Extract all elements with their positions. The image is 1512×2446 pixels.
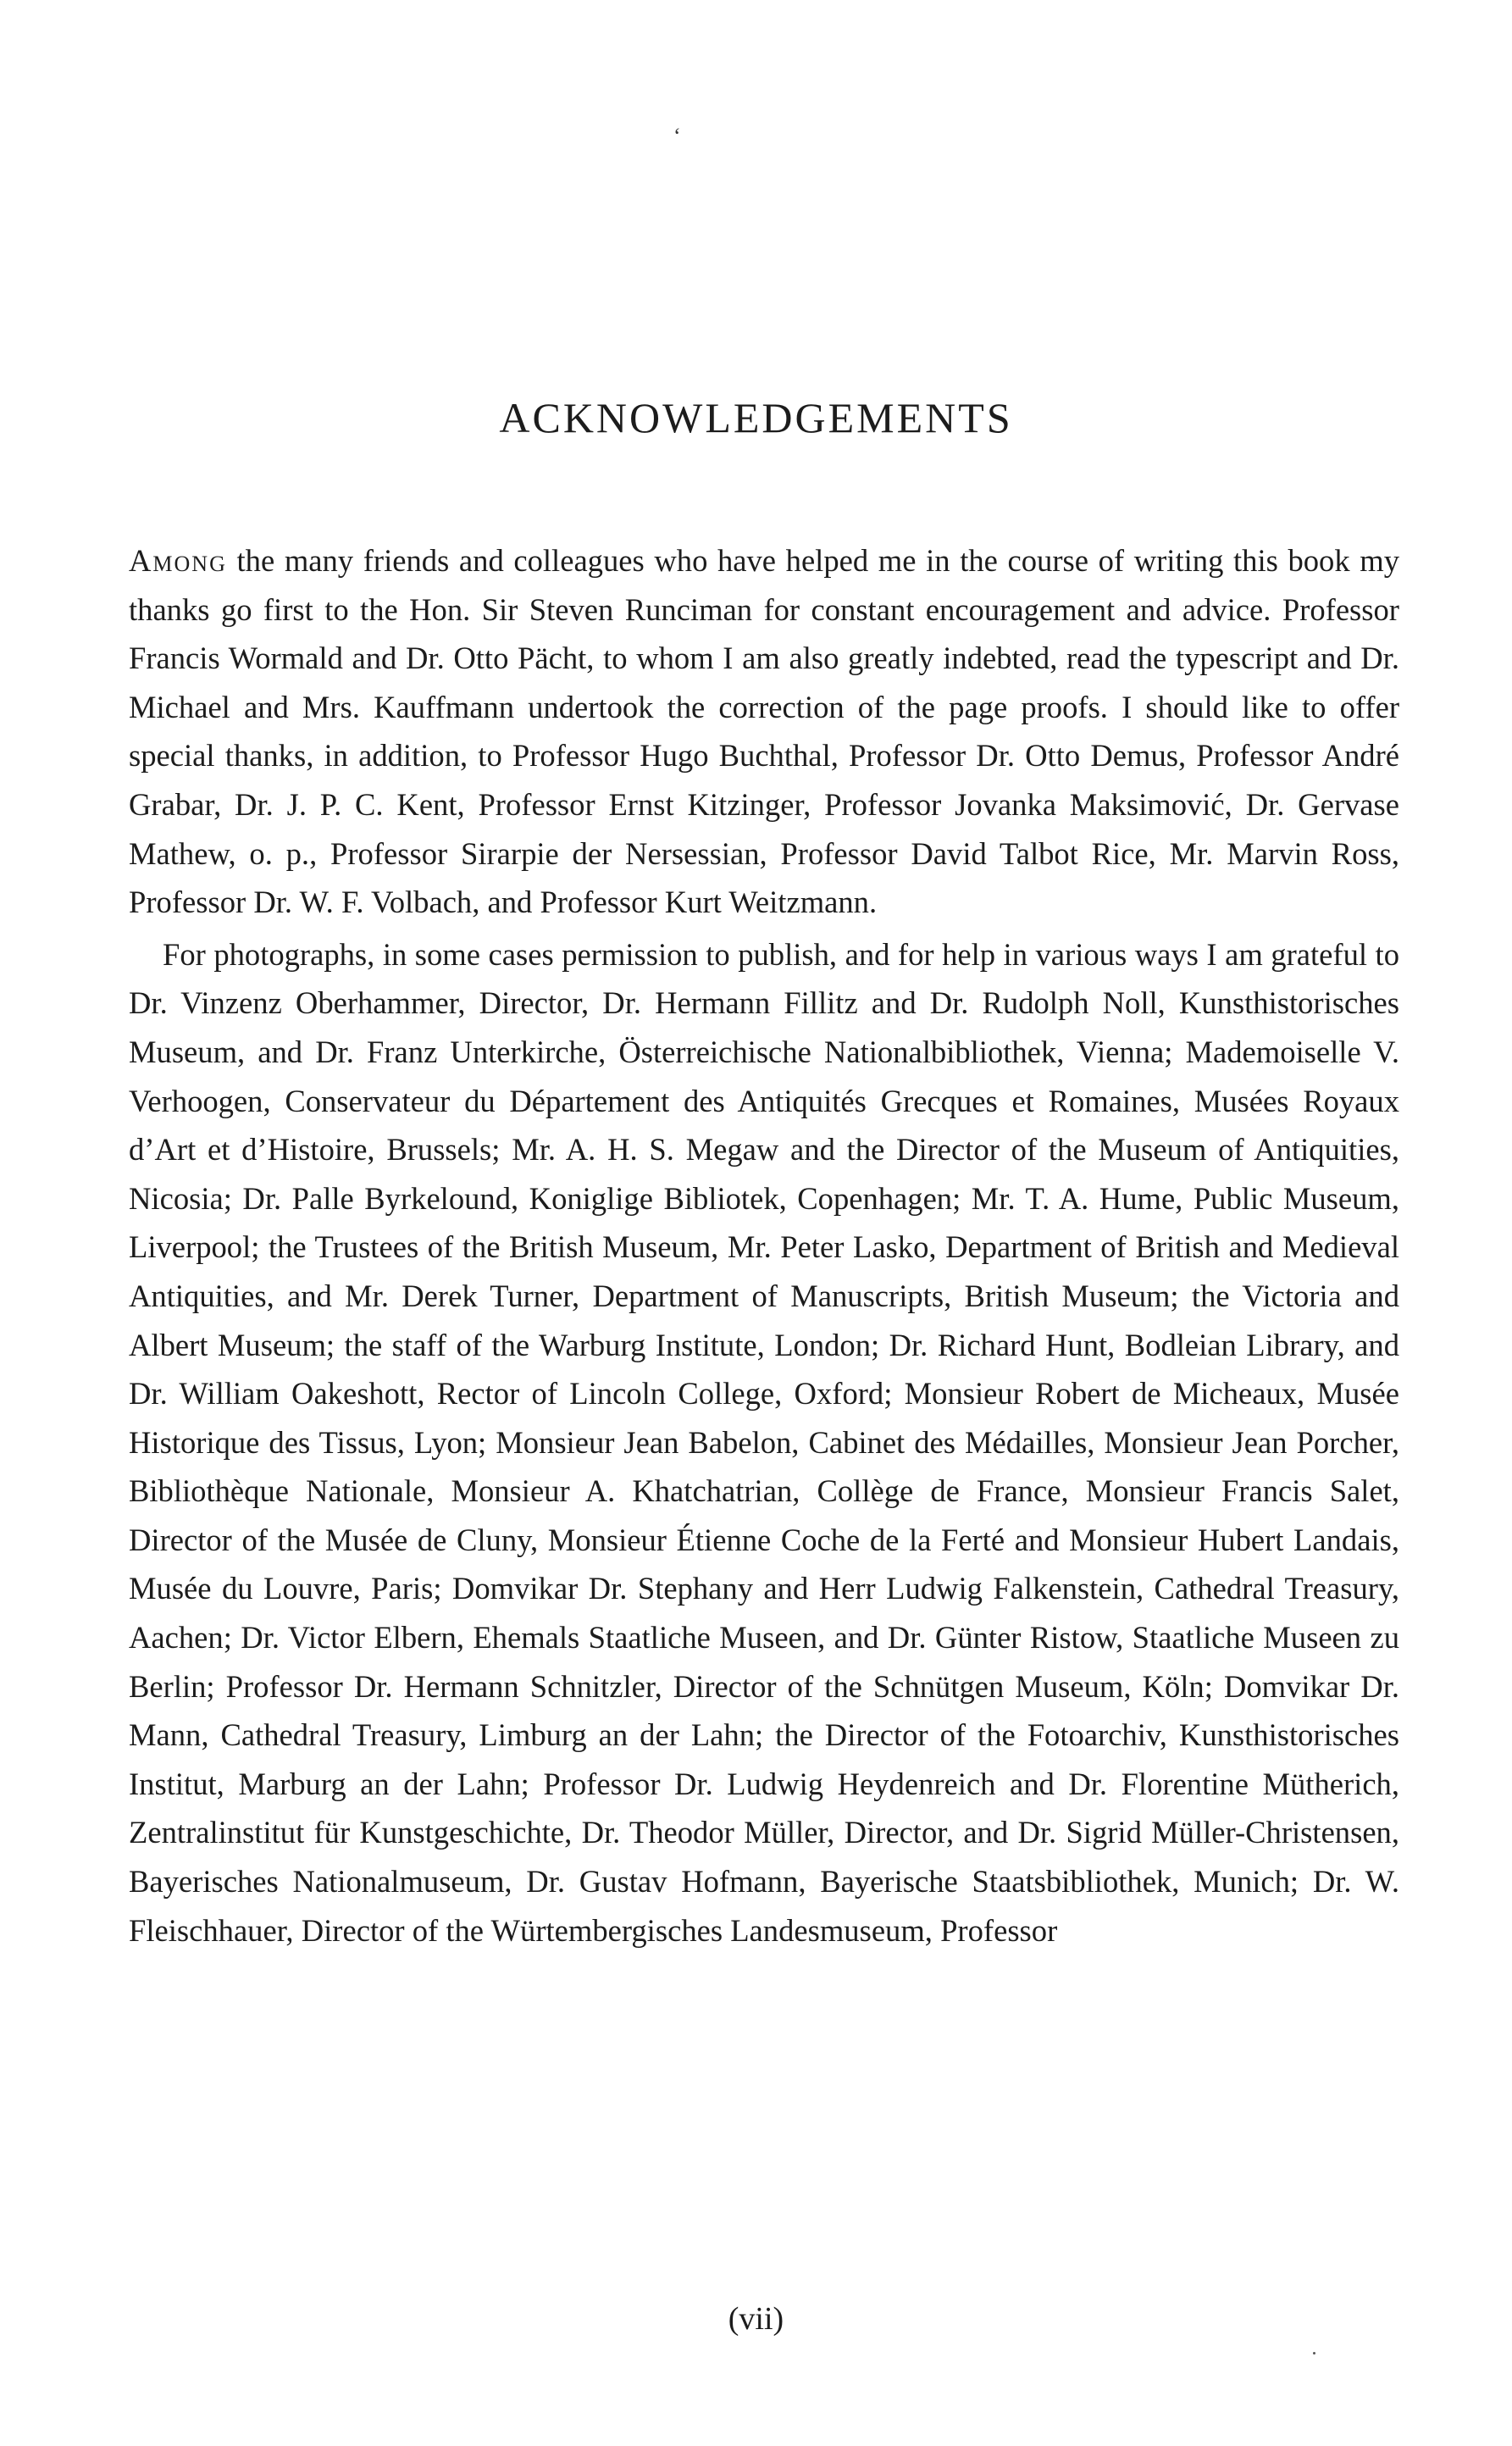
paragraph-1 xyxy=(129,536,1399,927)
print-speck: ‘ xyxy=(673,124,681,148)
print-dot xyxy=(1313,2352,1315,2354)
paragraph-1-lead: Among xyxy=(129,543,227,578)
paragraph-1-text: the many friends and colleagues who have helped me in the course of writing this book my thanks go first to the Hon. Sir Steven Runciman for constant encouragement and advice. Professor Francis Wormald and Dr. Otto Pächt, to whom I am also greatly indebted, read the typescript and Dr. Michael and Mrs. Kauffmann undertook the correction of the page proofs. I should like to offer special thanks, in addition, to Professor Hugo Buchthal, Professor Dr. Otto Demus, Professor André Grabar, Dr. J. P. C. Kent, Professor Ernst Kitzinger, Professor Jovanka Maksimović, Dr. Gervase Mathew, o. p., Professor Sirarpie der Nersessian, Professor David Talbot Rice, Mr. Marvin Ross, Professor Dr. W. F. Volbach, and Professor Kurt Weitzmann. xyxy=(129,543,1399,920)
paragraph-2: For photographs, in some cases permission to publish, and for help in various ways I am grateful to Dr. Vinzenz Oberhammer, Director, Dr. Hermann Fillitz and Dr. Rudolph Noll, Kunsthistorisches Museum, and Dr. Franz Unterkirche, Österreichische Nationalbibliothek, Vienna; Mademoiselle V. Verhoogen, Conservateur du Département des Antiquités Grecques et Romaines, Musées Royaux d’Art et d’Histoire, Brussels; Mr. A. H. S. Megaw and the Director of the Museum of Antiquities, Nicosia; Dr. Palle Byrkelound, Koniglige Bibliotek, Copenhagen; Mr. T. A. Hume, Public Museum, Liverpool; the Trustees of the British Museum, Mr. Peter Lasko, Department of British and Medieval Antiquities, and Mr. Derek Turner, Department of Manuscripts, British Museum; the Victoria and Albert Museum; the staff of the Warburg Institute, London; Dr. Richard Hunt, Bodleian Library, and Dr. William Oakeshott, Rector of Lincoln College, Oxford; Monsieur Robert de Micheaux, Musée Historique des Tissus, Lyon; Monsieur Jean Babelon, Cabinet des Médailles, Monsieur Jean Porcher, Bibliothèque Nationale, Monsieur A. Khatchatrian, Collège de France, Monsieur Francis Salet, Director of the Musée de Cluny, Monsieur Étienne Coche de la Ferté and Monsieur Hubert Landais, Musée du Louvre, Paris; Domvikar Dr. Stephany and Herr Ludwig Falkenstein, Cathedral Treasury, Aachen; Dr. Victor Elbern, Ehemals Staatliche Museen, and Dr. Günter Ristow, Staatliche Museen zu Berlin; Professor Dr. Hermann Schnitzler, Director of the Schnütgen Museum, Köln; Domvikar Dr. Mann, Cathedral Treasury, Limburg an der Lahn; the Director of the Fotoarchiv, Kunsthistorisches Institut, Marburg an der Lahn; Professor Dr. Ludwig Heydenreich and Dr. Florentine Mütherich, Zentralinstitut für Kunstgeschichte, Dr. Theodor Müller, Director, and Dr. Sigrid Müller-Christensen, Bayerisches Nationalmuseum, Dr. Gustav Hofmann, Bayerische Staatsbibliothek, Munich; Dr. W. Fleischhauer, Director of the Würtembergisches Landesmuseum, Professor xyxy=(129,936,1399,1948)
page-title: ACKNOWLEDGEMENTS xyxy=(499,394,1013,441)
page-number: (vii) xyxy=(728,2301,784,2337)
body-text xyxy=(129,536,1399,1955)
